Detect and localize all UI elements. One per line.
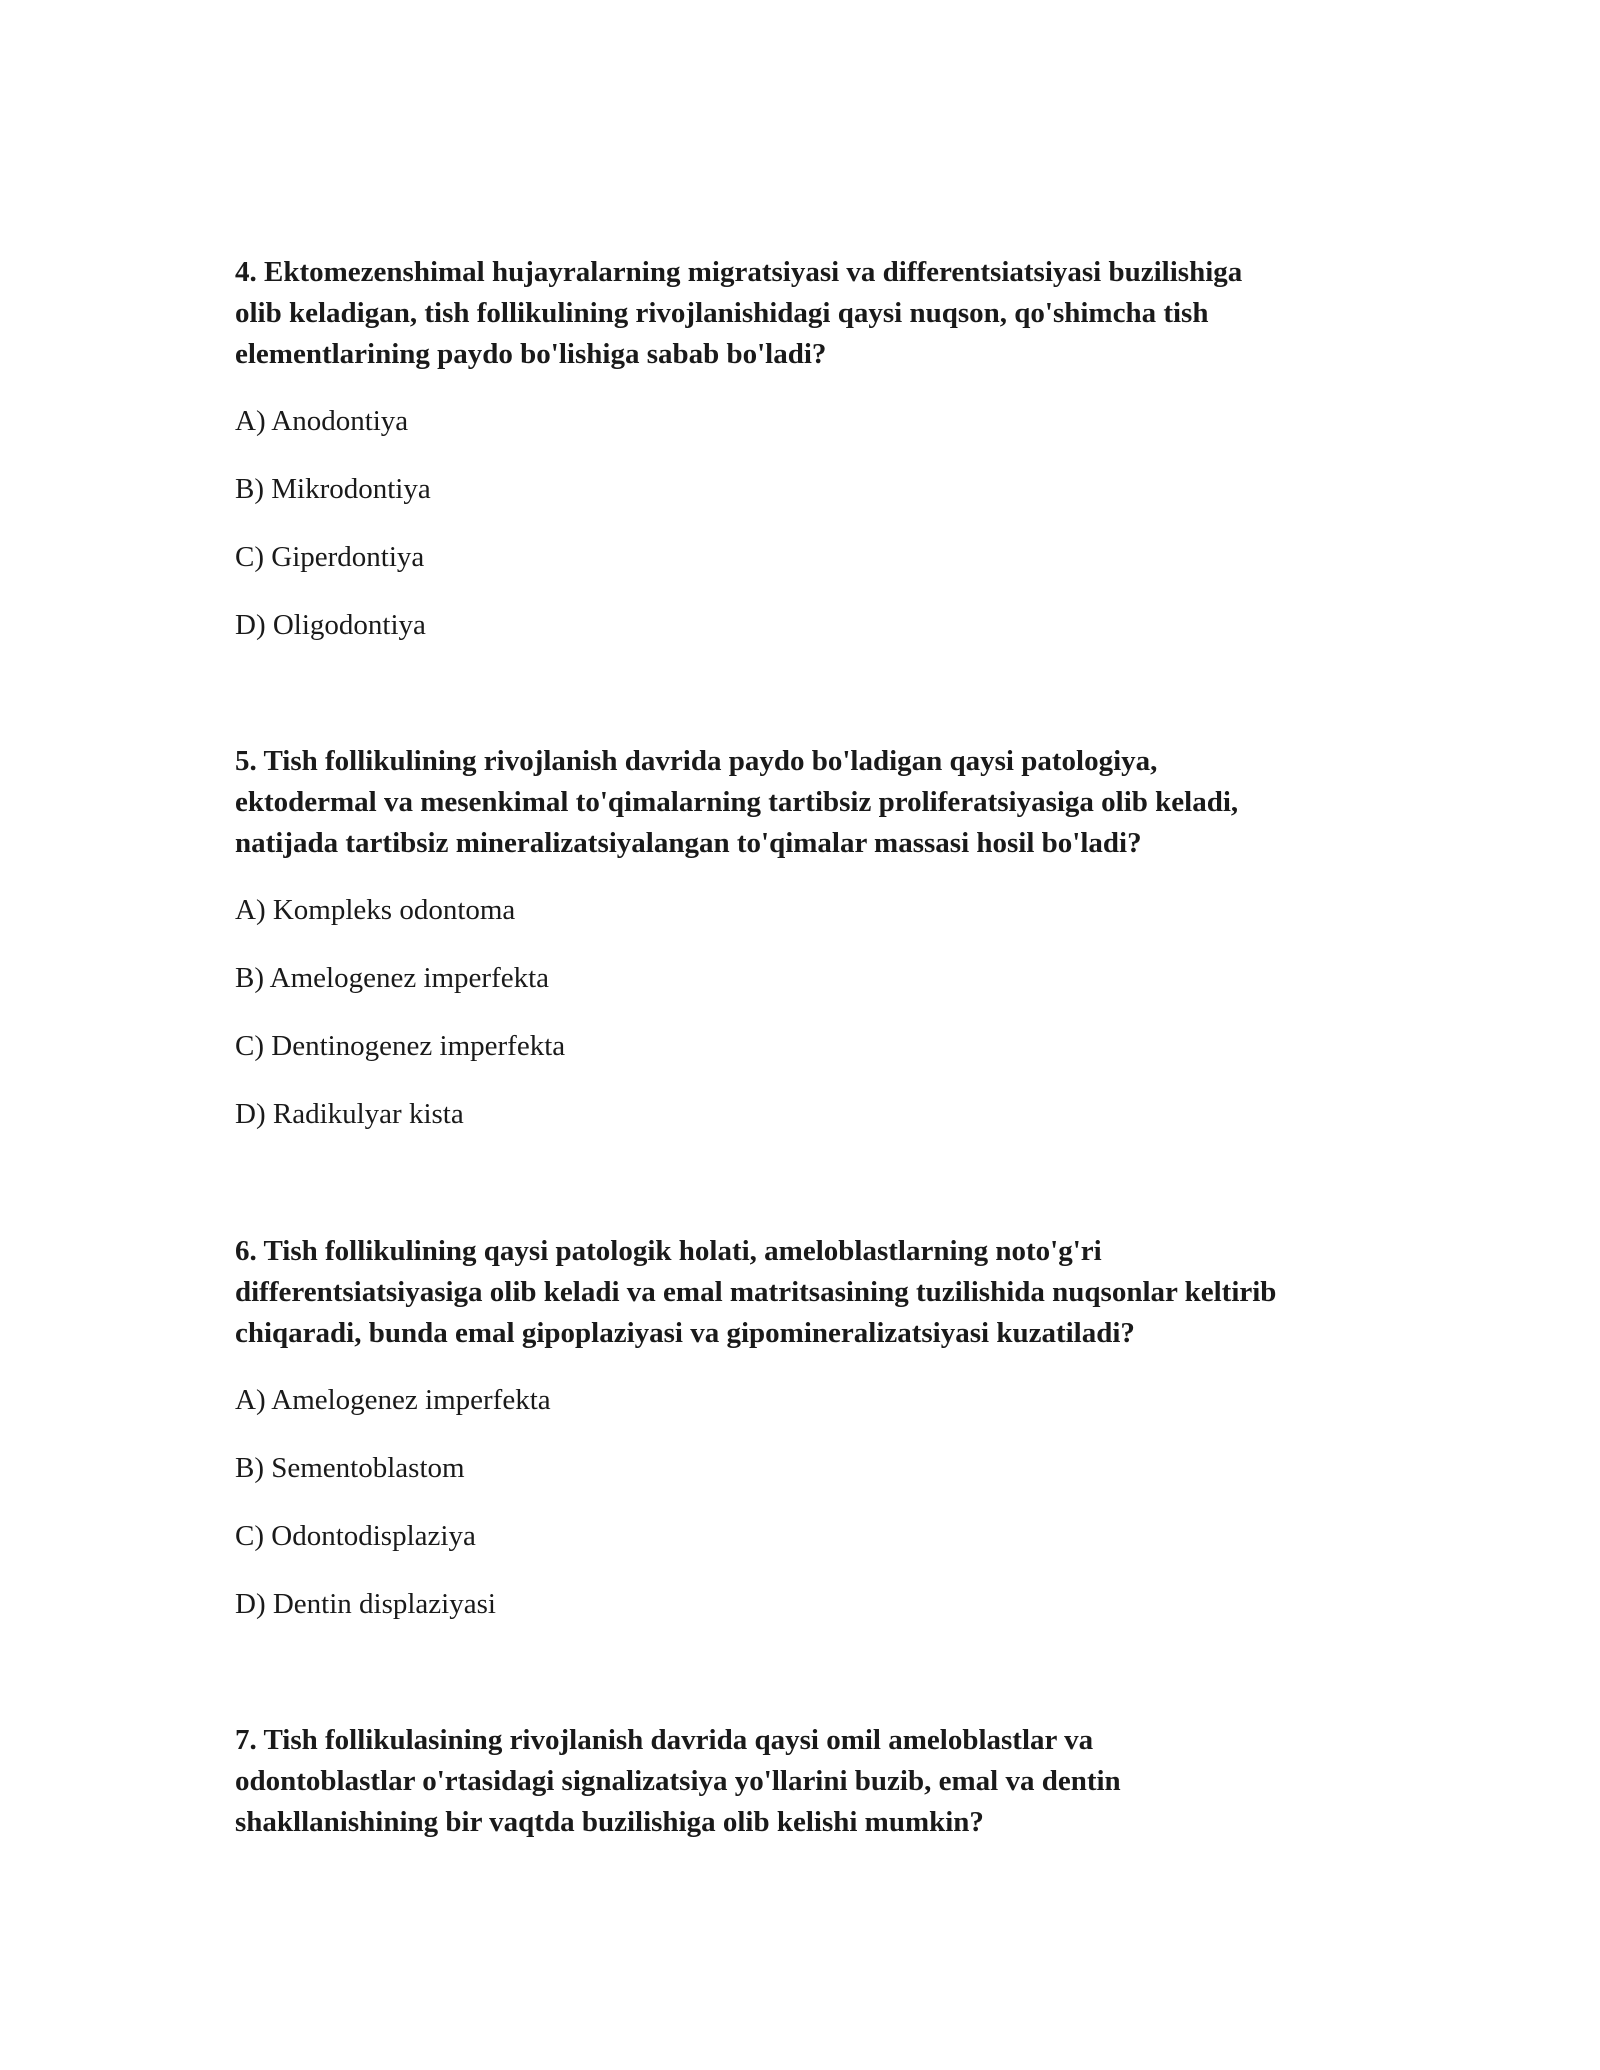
answer-option-d: D) Radikulyar kista bbox=[235, 1098, 464, 1130]
question-6 bbox=[235, 1231, 1385, 1652]
answer-option-d: D) Dentin displaziyasi bbox=[235, 1588, 496, 1620]
question-text: 7. Tish follikulasining rivojlanish davrida qaysi omil ameloblastlar va odontoblastlar o'rtasidagi signalizatsiya yo'llarini buzib, emal va dentin shakllanishining bir vaqtda buzilishiga olib kelishi mumkin? bbox=[235, 1724, 1121, 1838]
answer-option-a: A) Kompleks odontoma bbox=[235, 894, 516, 926]
answer-option-a: A) Amelogenez imperfekta bbox=[235, 1384, 551, 1416]
answer-option-d: D) Oligodontiya bbox=[235, 609, 426, 641]
answer-option-b: B) Sementoblastom bbox=[235, 1452, 465, 1484]
question-text: 4. Ektomezenshimal hujayralarning migratsiyasi va differentsiatsiyasi buzilishiga olib keladigan, tish follikulining rivojlanishidagi qaysi nuqson, qo'shimcha tish elementlarining paydo bo'lishiga sabab bo'ladi? bbox=[235, 256, 1243, 370]
question-text: 6. Tish follikulining qaysi patologik holati, ameloblastlarning noto'g'ri differentsiatsiyasiga olib keladi va emal matritsasining tuzilishida nuqsonlar keltirib chiqaradi, bunda emal gipoplaziyasi va gipomineralizatsiyasi kuzatiladi? bbox=[235, 1235, 1277, 1349]
answer-option-c: C) Dentinogenez imperfekta bbox=[235, 1030, 566, 1062]
question-7 bbox=[235, 1720, 1385, 1869]
answer-option-c: C) Odontodisplaziya bbox=[235, 1520, 476, 1552]
answer-option-b: B) Amelogenez imperfekta bbox=[235, 962, 550, 994]
answer-option-b: B) Mikrodontiya bbox=[235, 473, 431, 505]
question-text: 5. Tish follikulining rivojlanish davrida paydo bo'ladigan qaysi patologiya, ektodermal va mesenkimal to'qimalarning tartibsiz proliferatsiyasiga olib keladi, natijada tartibsiz mineralizatsiyalangan to'qimalar massasi hosil bo'ladi? bbox=[235, 745, 1239, 859]
answer-option-a: A) Anodontiya bbox=[235, 405, 409, 437]
question-4 bbox=[235, 252, 1385, 673]
question-5 bbox=[235, 741, 1385, 1162]
answer-option-c: C) Giperdontiya bbox=[235, 541, 425, 573]
